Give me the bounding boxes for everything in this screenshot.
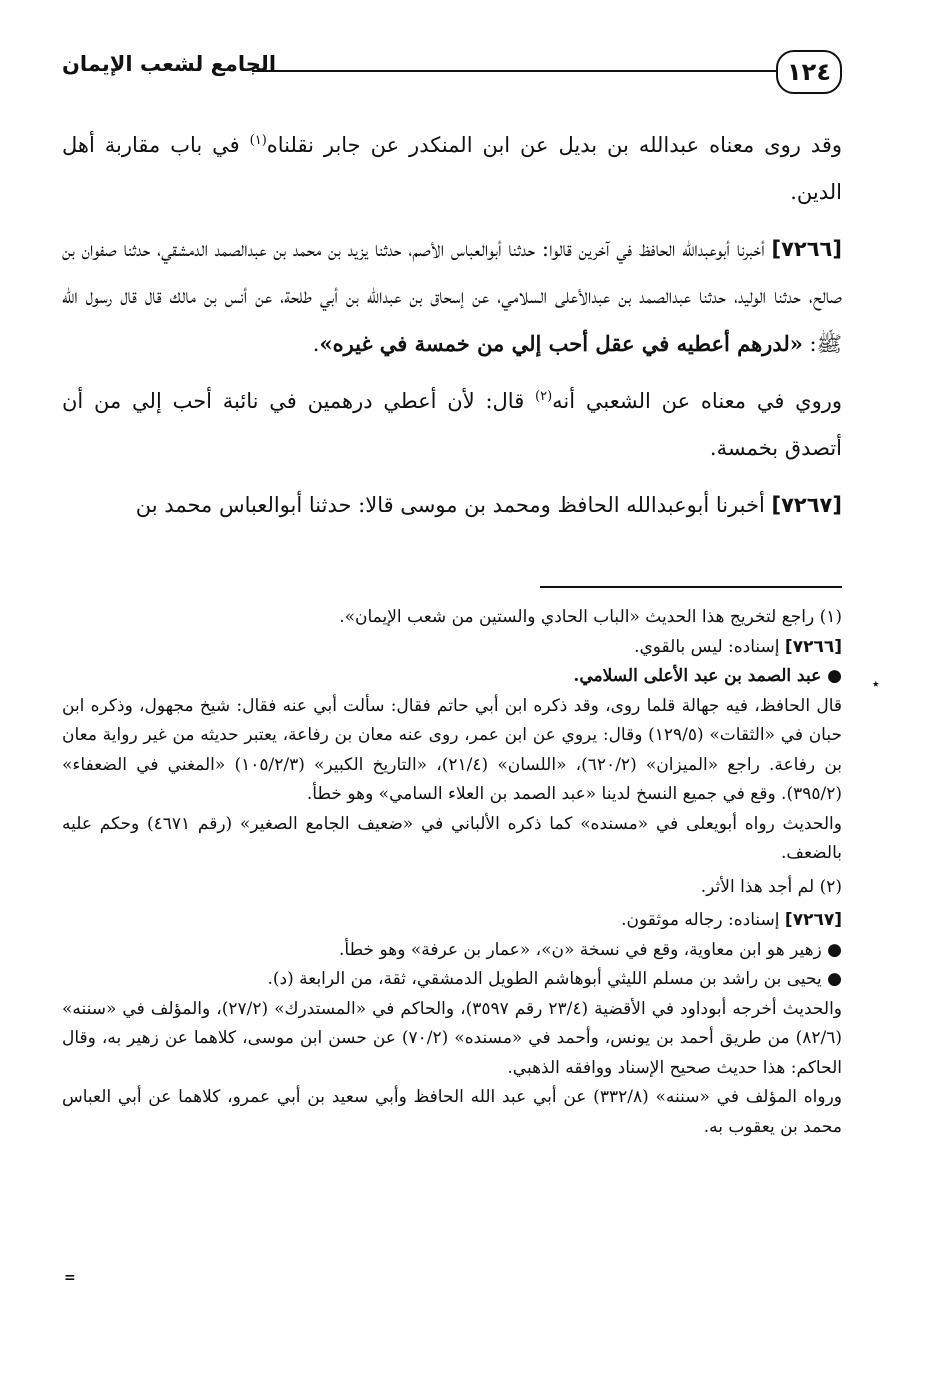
isnad-label: [٧٢٦٧]	[784, 910, 842, 930]
hadith-7266	[62, 226, 842, 368]
main-text	[62, 122, 842, 539]
footnote-paragraph: قال الحافظ، فيه جهالة قلما روى، وقد ذكره ابن أبي حاتم فقال: سألت أبي عنه فقال: شيخ مجهول، وذكره ابن حبان في «الثقات» (١٢٩/٥) وقال: يروي عن ابن عمر، روى عنه معان بن رفاعة، يعتبر حديثه من غير رواية معان بن رفاعة. راجع «الميزان» (٦٢٠/٢)، «اللسان» (٢١/٤)، «التاريخ الكبير» (١٠٥/٢/٣) «المغني في الضعفاء» (٣٩٥/٢). وقع في جميع النسخ لدينا «عبد الصمد بن العلاء السامي» وهو خطأ.	[62, 695, 842, 804]
paragraph-text: وروي في معناه عن الشعبي أنه	[552, 389, 843, 413]
footnote-1: (١) راجع لتخريج هذا الحديث «الباب الحادي والستين من شعب الإيمان».	[339, 607, 842, 627]
footnote-divider	[540, 586, 842, 588]
isnad-text: إسناده: ليس بالقوي.	[634, 636, 785, 657]
paragraph-text: وقد روى معناه عبدالله بن بديل عن ابن المنكدر عن جابر نقلناه	[266, 133, 842, 157]
footnote-paragraph: ورواه المؤلف في «سننه» (٣٣٢/٨) عن أبي عبد الله الحافظ وأبي سعيد بن أبي عمرو، كلاهما عن أبي العباس محمد بن يعقوب به.	[62, 1087, 843, 1137]
paragraph-jabir	[62, 122, 842, 216]
paragraph-text-end: في باب مقاربة أهل الدين.	[62, 133, 842, 204]
hadith-number: [٧٢٦٧]	[771, 493, 842, 517]
narrator-note: ● عبد الصمد بن عبد الأعلى السلامي.	[573, 666, 842, 686]
page-number: ١٢٤	[776, 50, 842, 94]
hadith-number: [٧٢٦٦]	[771, 237, 842, 261]
header-rule	[252, 70, 778, 72]
isnad-label: [٧٢٦٦]	[784, 636, 842, 657]
isnad-text: إسناده: رجاله موثقون.	[621, 910, 785, 930]
margin-dash-mark: =	[64, 1270, 76, 1286]
paragraph-shabi	[62, 378, 842, 472]
page-header	[62, 38, 842, 110]
hadith-isnad: أخبرنا أبوعبدالله الحافظ في آخرين قالوا: حدثنا أبوالعباس الأصم، حدثنا يزيد بن محمد بن عبدالصمد الدمشقي، حدثنا صفوان بن صالح، حدثنا الوليد، حدثنا عبدالصمد بن عبدالأعلى السلامي، عن إسحاق بن عبدالله بن أبي طلحة، عن أنس بن مالك قال قال رسول الله ﷺ:	[62, 237, 842, 356]
footnote-2: (٢) لم أجد هذا الأثر.	[700, 876, 842, 897]
hadith-matn: «لدرهم أعطيه في عقل أحب إلي من خمسة في غيره»	[319, 331, 803, 356]
narrator-note: ● زهير هو ابن معاوية، وقع في نسخة «ن»، «عمار بن عرفة» وهو خطأ.	[339, 939, 842, 960]
hadith-isnad: أخبرنا أبوعبدالله الحافظ ومحمد بن موسى قالا: حدثنا أبوالعباس محمد بن	[135, 493, 772, 517]
footnote-paragraph: والحديث أخرجه أبوداود في الأقضية (٢٣/٤ رقم ٣٥٩٧)، والحاكم في «المستدرك» (٢٧/٢)، والمؤلف في «سننه» (٨٢/٦) من طريق أحمد بن يونس، وأحمد في «مسنده» (٧٠/٢) عن حسن ابن موسى، كلاهما عن زهير به، وقال الحاكم: هذا حديث صحيح الإسناد ووافقه الذهبي.	[62, 998, 842, 1078]
isnad-note-7267	[62, 906, 842, 936]
footnote-ref-1: (١)	[249, 133, 267, 148]
footnotes	[62, 603, 842, 1142]
book-title: الجامع لشعب الإيمان	[62, 52, 277, 76]
footnote-paragraph: والحديث رواه أبويعلى في «مسنده» كما ذكره الألباني في «ضعيف الجامع الصغير» (رقم ٤٦٧١) وحكم عليه بالضعف.	[62, 813, 842, 863]
narrator-note: ● يحيى بن راشد بن مسلم الليثي أبوهاشم الطويل الدمشقي، ثقة، من الرابعة (د).	[267, 969, 842, 989]
hadith-7267	[62, 482, 842, 529]
paragraph-text-end: قال: لأن أعطي درهمين في نائبة أحب إلي من أن أتصدق بخمسة.	[62, 389, 842, 460]
footnote-ref-2: (٢)	[535, 389, 553, 404]
margin-star-mark: ٭	[872, 676, 880, 692]
hadith-end: .	[312, 332, 320, 356]
isnad-note-7266	[62, 633, 842, 663]
